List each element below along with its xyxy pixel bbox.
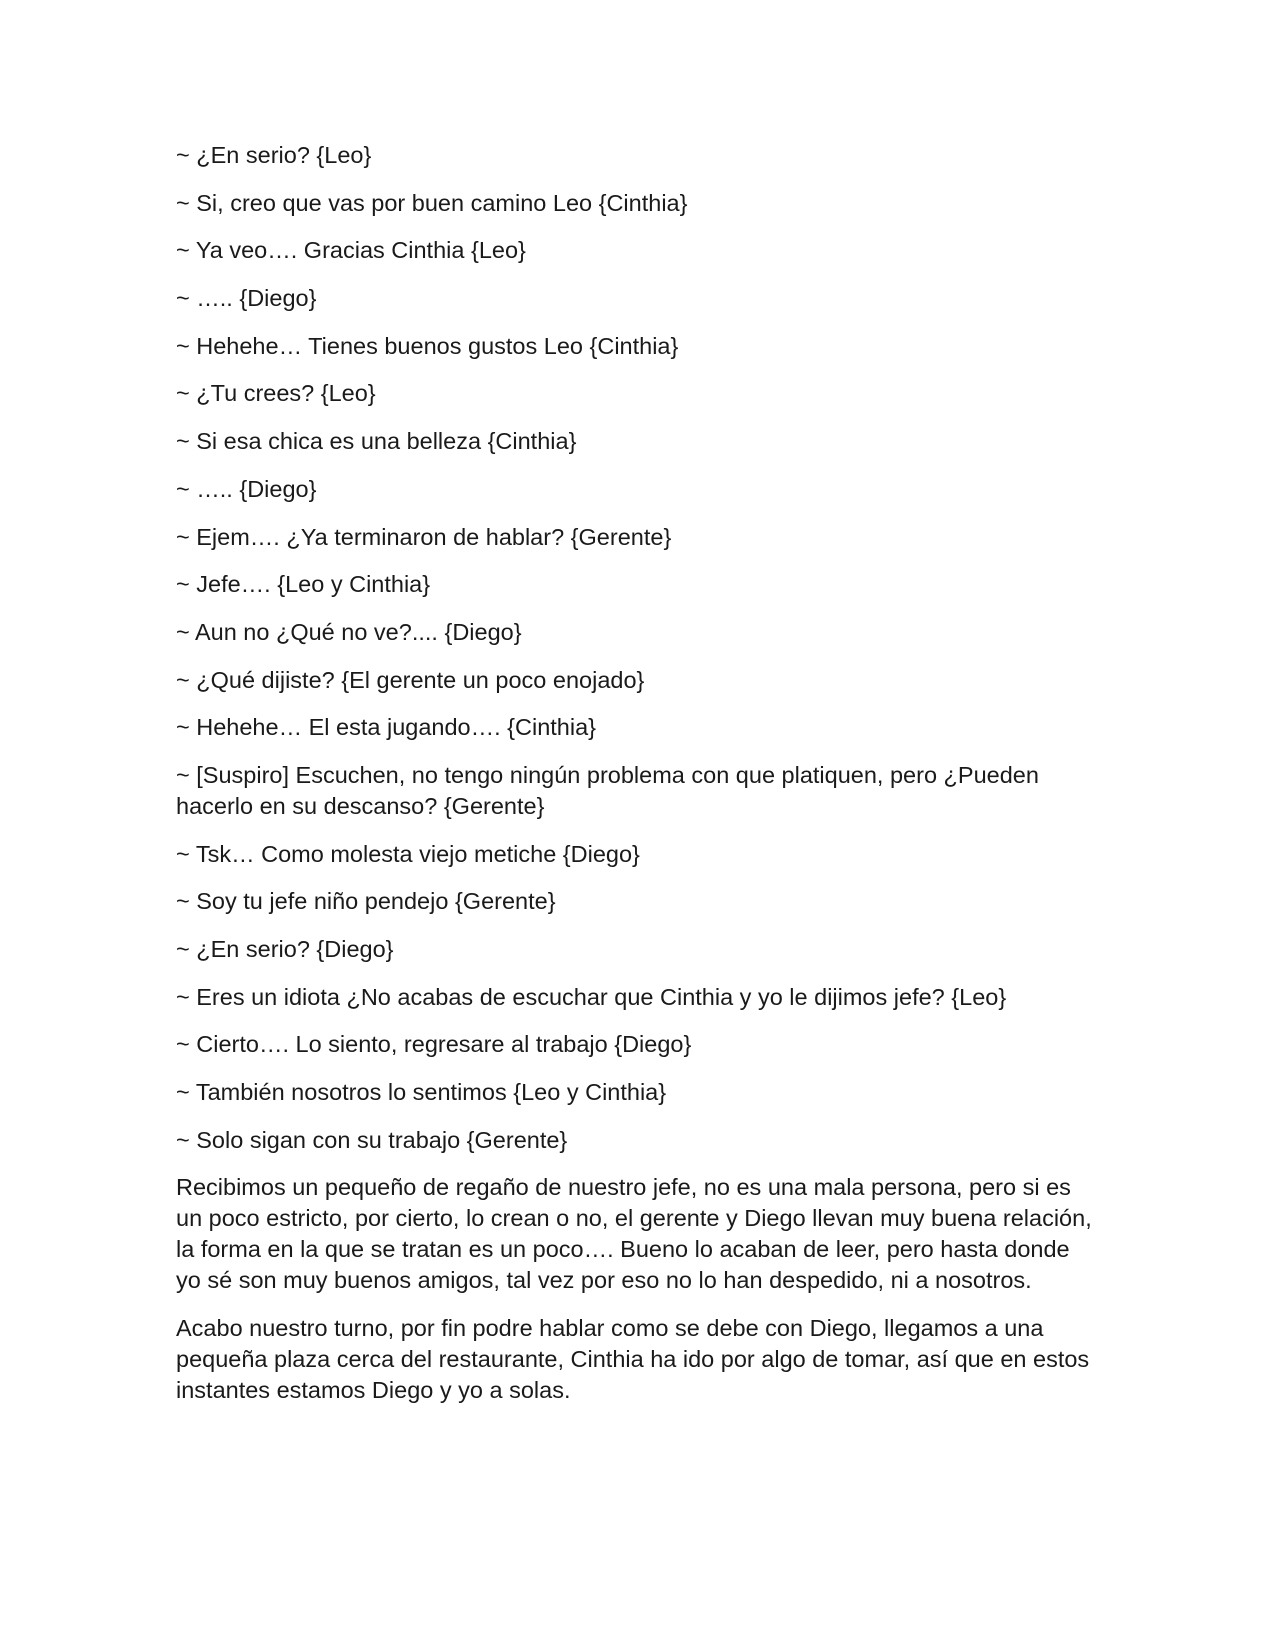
narration-paragraph: Acabo nuestro turno, por fin podre hablar como se debe con Diego, llegamos a una pequeña plaza cerca del restaurante, Cinthia ha ido por algo de tomar, así que en estos instantes estamos Diego y yo a solas.: [176, 1315, 1090, 1404]
dialogue-line: ~ Jefe…. {Leo y Cinthia}: [176, 571, 431, 598]
dialogue-line: ~ ¿Qué dijiste? {El gerente un poco enojado}: [176, 666, 645, 693]
dialogue-line: ~ ….. {Diego}: [176, 475, 317, 502]
dialogue-line: ~ Tsk… Como molesta viejo metiche {Diego}: [176, 840, 640, 867]
dialogue-line: ~ [Suspiro] Escuchen, no tengo ningún problema con que platiquen, pero ¿Pueden hacerlo en su descanso? {Gerente}: [176, 761, 1039, 819]
dialogue-line: ~ Ya veo…. Gracias Cinthia {Leo}: [176, 237, 526, 264]
dialogue-line: ~ Soy tu jefe niño pendejo {Gerente}: [176, 888, 556, 915]
dialogue-line: ~ Cierto…. Lo siento, regresare al trabajo {Diego}: [176, 1031, 692, 1058]
dialogue-line: ~ Solo sigan con su trabajo {Gerente}: [176, 1126, 568, 1153]
dialogue-line: ~ ….. {Diego}: [176, 285, 317, 312]
narration-paragraph: Recibimos un pequeño de regaño de nuestro jefe, no es una mala persona, pero si es un poco estricto, por cierto, lo crean o no, el gerente y Diego llevan muy buena relación, la forma en la que se tratan es un poco…. Bueno lo acaban de leer, pero hasta donde yo sé son muy buenos amigos, tal vez por eso no lo han despedido, ni a nosotros.: [176, 1174, 1092, 1294]
dialogue-line: ~ ¿En serio? {Diego}: [176, 936, 394, 962]
dialogue-line: ~ Eres un idiota ¿No acabas de escuchar que Cinthia y yo le dijimos jefe? {Leo}: [176, 983, 1007, 1010]
dialogue-line: ~ ¿Tu crees? {Leo}: [176, 380, 376, 407]
dialogue-line: ~ Si, creo que vas por buen camino Leo {Cinthia}: [176, 189, 688, 216]
dialogue-line: ~ También nosotros lo sentimos {Leo y Cinthia}: [176, 1079, 667, 1106]
dialogue-line: ~ Aun no ¿Qué no ve?.... {Diego}: [176, 618, 522, 645]
dialogue-line: ~ Ejem…. ¿Ya terminaron de hablar? {Gerente}: [176, 523, 672, 550]
dialogue-line: ~ Hehehe… Tienes buenos gustos Leo {Cinthia}: [176, 332, 679, 359]
dialogue-line: ~ Si esa chica es una belleza {Cinthia}: [176, 428, 577, 455]
dialogue-line: ~ Hehehe… El esta jugando…. {Cinthia}: [176, 714, 597, 741]
document-page: [176, 140, 1100, 1423]
dialogue-line: ~ ¿En serio? {Leo}: [176, 142, 372, 168]
